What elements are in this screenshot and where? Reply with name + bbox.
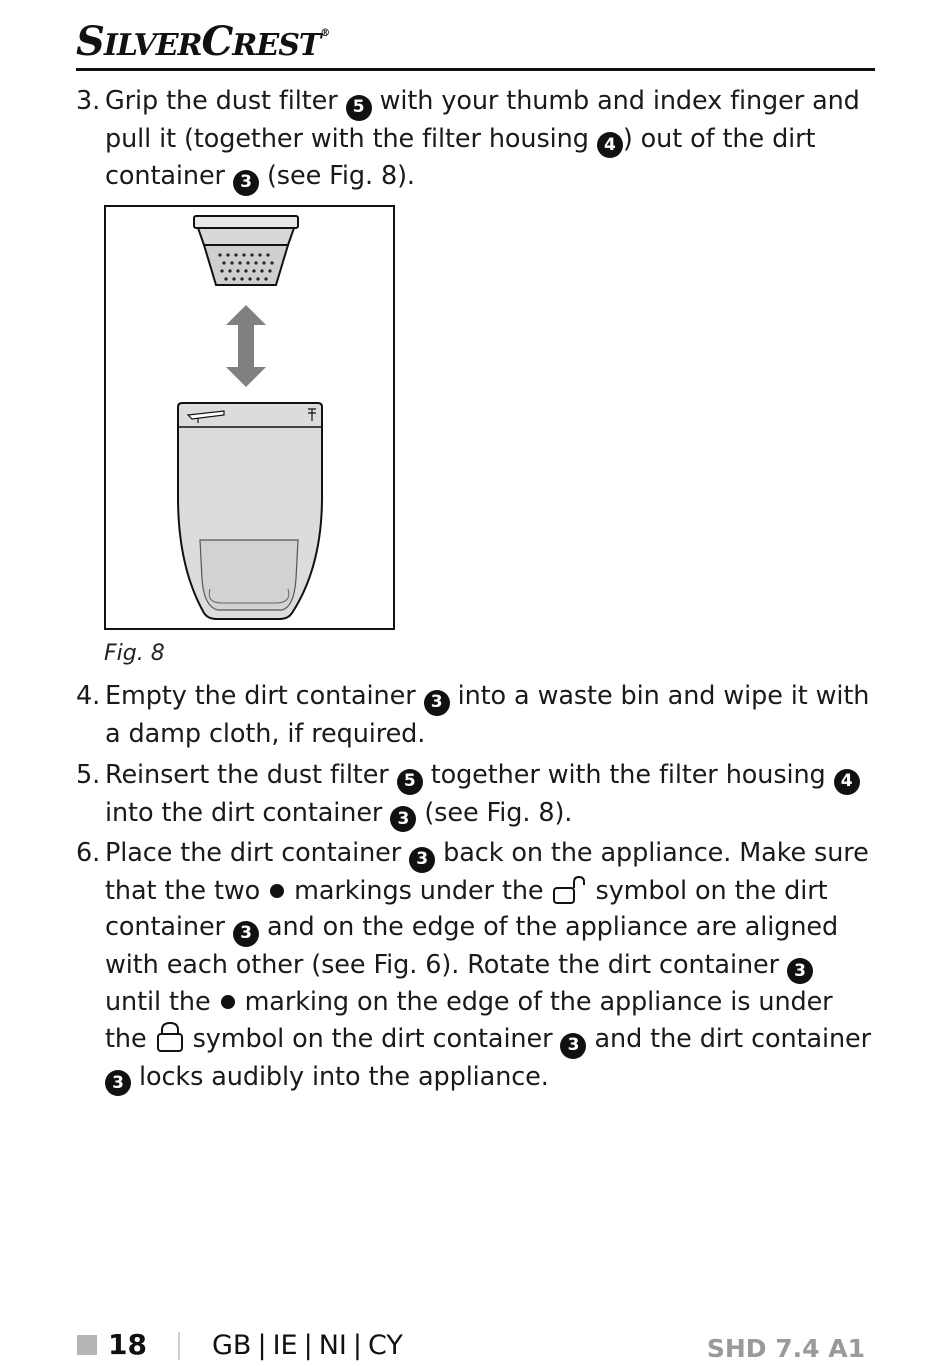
locked-padlock-icon xyxy=(155,1021,185,1053)
step-number: 4. xyxy=(76,681,101,711)
step-number: 5. xyxy=(76,760,101,790)
marking-dot-icon xyxy=(270,884,284,898)
step-3 xyxy=(76,83,876,196)
step-text: Reinsert the dust filter 5 together with the filter housing 4 into the dirt container 3 (see Fig. 8). xyxy=(105,757,876,832)
step-5 xyxy=(76,757,876,832)
part-badge: 3 xyxy=(233,170,259,196)
step-6 xyxy=(76,835,876,1096)
part-badge: 3 xyxy=(105,1070,131,1096)
step-text: Place the dirt container 3 back on the appliance. Make sure that the two markings under the symbol on the dirt container 3 and on the edge of the appliance are aligned with each other (see Fig. 6). Rotate the dirt container 3 until the marking on the edge of the appliance is under the symbol on the dirt container 3 and the dirt container 3 locks audibly into the appliance. xyxy=(105,835,876,1096)
step-text: Grip the dust filter 5 with your thumb and index finger and pull it (together with the filter housing 4 ) out of the dirt container 3 (see Fig. 8). xyxy=(105,83,876,196)
part-badge: 3 xyxy=(233,921,259,947)
figure-8 xyxy=(104,205,395,630)
footer-divider xyxy=(178,1332,180,1360)
part-badge: 5 xyxy=(346,95,372,121)
step-text: Empty the dirt container 3 into a waste bin and wipe it with a damp cloth, if required. xyxy=(105,681,870,749)
part-badge: 4 xyxy=(597,132,623,158)
filter-removal-illustration xyxy=(106,207,393,628)
footer-square-icon xyxy=(77,1335,97,1355)
part-badge: 3 xyxy=(787,958,813,984)
part-badge: 4 xyxy=(834,769,860,795)
step-number: 3. xyxy=(76,86,101,116)
unlocked-padlock-icon xyxy=(552,875,588,905)
part-badge: 3 xyxy=(409,847,435,873)
page-number: 18 xyxy=(108,1328,147,1361)
figure-caption: Fig. 8 xyxy=(104,641,165,666)
step-number: 6. xyxy=(76,838,101,868)
part-badge: 5 xyxy=(397,769,423,795)
page-footer xyxy=(0,1326,950,1366)
model-number: SHD 7.4 A1 xyxy=(706,1334,865,1363)
header-rule xyxy=(76,68,875,71)
language-list: GB | IE | NI | CY xyxy=(212,1330,403,1361)
step-4 xyxy=(76,678,876,752)
part-badge: 3 xyxy=(390,806,416,832)
part-badge: 3 xyxy=(560,1033,586,1059)
silvercrest-logo: SILVERCREST® xyxy=(76,18,330,65)
part-badge: 3 xyxy=(424,690,450,716)
marking-dot-icon xyxy=(221,995,235,1009)
